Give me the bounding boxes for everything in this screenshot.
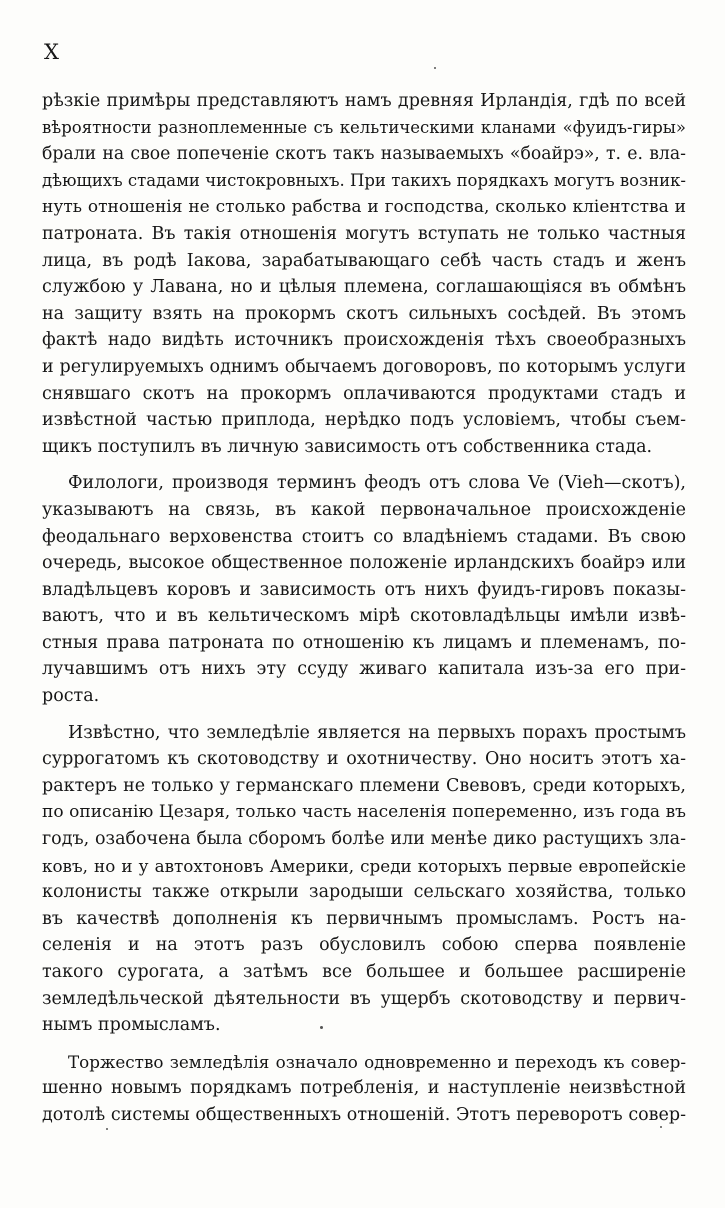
text-line: ковъ, но и у автохтоновъ Америки, среди которыхъ первые европейскіе <box>42 855 686 876</box>
text-line: Филологи, производя терминъ феодъ отъ слова Ve (Vieh—скотъ), <box>68 473 686 494</box>
text-line: указываютъ на связь, въ какой первоначальное происхожденіе <box>42 499 686 520</box>
print-speck <box>660 1126 662 1128</box>
text-line: вѣроятности разноплеменные съ кельтическими кланами «фуидъ-гиры» <box>42 117 686 137</box>
print-speck <box>320 1026 323 1029</box>
text-line: лучавшимъ отъ нихъ эту ссуду живаго капитала изъ-за его при- <box>42 659 686 680</box>
text-line: стныя права патроната по отношенію къ лицамъ и племенамъ, по- <box>42 632 686 653</box>
text-line: фактѣ надо видѣть источникъ происхожденія тѣхъ своеобразныхъ <box>42 330 686 351</box>
text-line: роста. <box>42 686 100 707</box>
text-line: Извѣстно, что земледѣліе является на первыхъ порахъ простымъ <box>68 722 686 743</box>
text-line: такого сурогата, а затѣмъ все большее и большее расширеніе <box>42 962 686 982</box>
text-line: годъ, озабочена была сборомъ болѣе или менѣе дико растущихъ зла- <box>42 829 686 850</box>
text-line: щикъ поступилъ въ личную зависимость отъ собственника стада. <box>42 436 653 457</box>
text-line: рѣзкіе примѣры представляютъ намъ древняя Ирландія, гдѣ по всей <box>42 91 686 111</box>
print-speck <box>106 1128 108 1130</box>
text-line: Торжество земледѣлія означало одновременно и переходъ къ совер- <box>68 1051 686 1072</box>
paragraph-1 <box>42 88 686 460</box>
text-line: нуть отношенія не столько рабства и господства, сколько кліентства и <box>42 197 686 218</box>
text-line: шенно новымъ порядкамъ потребленія, и наступленіе неизвѣстной <box>42 1078 686 1099</box>
text-line: снявшаго скотъ на прокормъ оплачиваются продуктами стадъ и <box>42 383 686 404</box>
text-line: и регулируемыхъ однимъ обычаемъ договоровъ, по которымъ услуги <box>42 356 686 377</box>
text-line: рактеръ не только у германскаго племени Свевовъ, среди которыхъ, <box>42 775 686 796</box>
paragraph-4 <box>42 1049 686 1129</box>
text-line: колонисты также открыли зародыши сельскаго хозяйства, только <box>42 882 686 903</box>
print-speck <box>434 67 436 69</box>
text-line: брали на свое попеченіе скотъ такъ называемыхъ «боайрэ», т. е. вла- <box>42 144 686 165</box>
text-line: дотолѣ системы общественныхъ отношеній. Этотъ переворотъ совер- <box>42 1104 686 1125</box>
text-line: земледѣльческой дѣятельности въ ущербъ скотоводству и первич- <box>42 988 686 1009</box>
text-line: селенія и на этотъ разъ обусловилъ собою сперва появленіе <box>42 935 686 956</box>
page-number: X <box>44 40 60 64</box>
text-line: очередь, высокое общественное положеніе ирландскихъ боайрэ или <box>42 553 686 574</box>
text-line: нымъ промысламъ. <box>42 1015 221 1036</box>
text-line: лица, въ родѣ Іакова, зарабатывающаго себѣ часть стадъ и женъ <box>42 250 686 271</box>
text-line: на защиту взять на прокормъ скотъ сильныхъ сосѣдей. Въ этомъ <box>42 303 686 324</box>
paragraph-3 <box>42 720 686 1039</box>
text-line: дѣющихъ стадами чистокровныхъ. При такихъ порядкахъ могутъ возник- <box>42 170 686 190</box>
text-line: феодальнаго верховенства стоитъ со владѣніемъ стадами. Въ свою <box>42 526 686 547</box>
body-text <box>42 88 686 1129</box>
text-line: патроната. Въ такія отношенія могутъ вступать не только частныя <box>42 223 686 244</box>
paragraph-2 <box>42 470 686 709</box>
text-line: ваютъ, что и въ кельтическомъ мірѣ скотовладѣльцы имѣли извѣ- <box>42 606 686 627</box>
text-line: владѣльцевъ коровъ и зависимость отъ нихъ фуидъ-гировъ показы- <box>42 579 686 600</box>
text-line: суррогатомъ къ скотоводству и охотничеству. Оно носитъ этотъ ха- <box>42 749 686 770</box>
text-line: въ качествѣ дополненія къ первичнымъ промысламъ. Ростъ на- <box>42 908 686 929</box>
text-line: службою у Лавана, но и цѣлыя племена, соглашающіяся въ обмѣнъ <box>42 277 686 298</box>
text-line: по описанію Цезаря, только часть населенія попеременно, изъ года въ <box>42 802 686 823</box>
text-line: извѣстной частью приплода, нерѣдко подъ условіемъ, чтобы съем- <box>42 410 686 431</box>
